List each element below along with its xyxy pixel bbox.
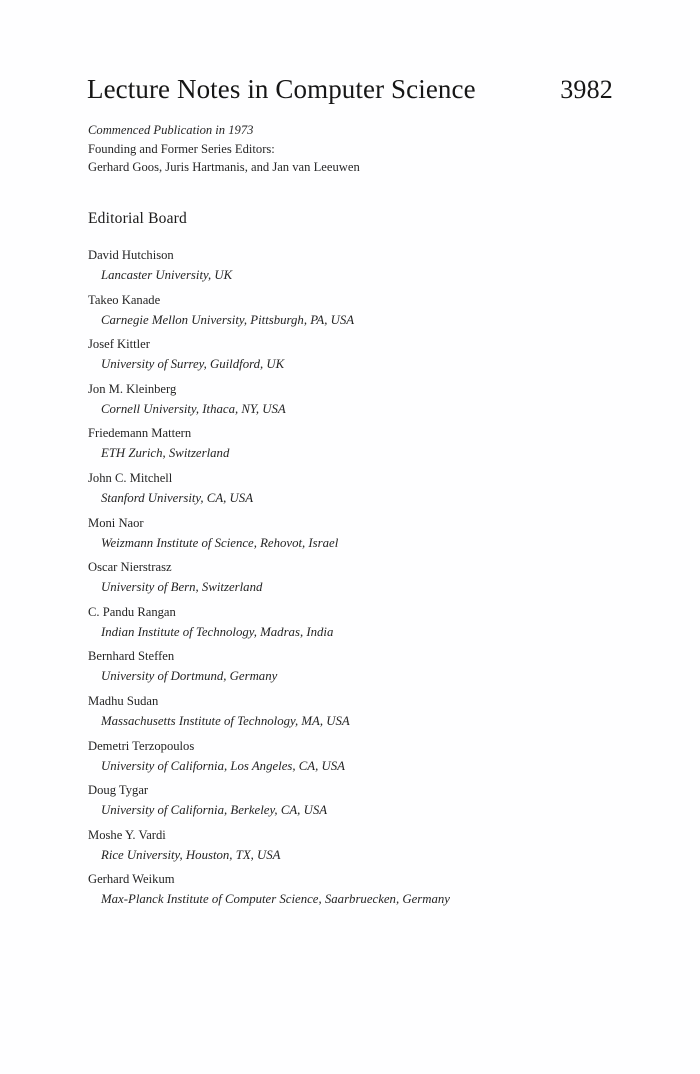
editor-affiliation: Lancaster University, UK — [101, 268, 233, 282]
editor-affiliation: Weizmann Institute of Science, Rehovot, Israel — [101, 535, 339, 550]
editor-name: Friedemann Mattern — [88, 426, 192, 441]
editorial-board-list — [88, 246, 588, 915]
editor-affiliation: ETH Zurich, Switzerland — [101, 446, 230, 461]
editor-affiliation: Rice University, Houston, TX, USA — [101, 847, 281, 862]
editorial-board-entry — [88, 558, 588, 597]
editor-name: David Hutchison — [88, 248, 174, 262]
commenced-publication-line: Commenced Publication in 1973 — [88, 123, 254, 137]
editorial-board-entry — [88, 380, 588, 419]
editor-affiliation: Indian Institute of Technology, Madras, India — [101, 624, 334, 639]
editor-name: Moni Naor — [88, 515, 144, 530]
editor-name: Takeo Kanade — [88, 292, 161, 307]
editor-name: Moshe Y. Vardi — [88, 827, 166, 842]
editorial-board-entry — [88, 826, 588, 865]
editor-affiliation: University of California, Berkeley, CA, USA — [101, 803, 328, 818]
editor-affiliation: University of Dortmund, Germany — [101, 669, 278, 684]
editor-affiliation: Stanford University, CA, USA — [101, 490, 254, 505]
series-title: Lecture Notes in Computer Science — [87, 74, 476, 104]
editorial-board-entry — [88, 424, 588, 463]
editorial-board-entry — [88, 737, 588, 776]
editorial-board-entry — [88, 870, 588, 909]
editorial-board-entry — [88, 291, 588, 330]
masthead — [87, 74, 617, 105]
editor-name: Jon M. Kleinberg — [88, 381, 177, 396]
editor-name: John C. Mitchell — [88, 470, 173, 485]
editorial-board-entry — [88, 781, 588, 820]
editorial-board-entry — [88, 469, 588, 508]
editor-name: Oscar Nierstrasz — [88, 560, 172, 575]
editor-affiliation: University of California, Los Angeles, CA, USA — [101, 758, 345, 773]
editor-name: C. Pandu Rangan — [88, 604, 176, 619]
editorial-board-entry — [88, 514, 588, 553]
founding-editors-label: Founding and Former Series Editors: — [88, 141, 275, 156]
editorial-board-entry — [88, 246, 588, 285]
volume-number: 3982 — [560, 75, 613, 104]
editor-affiliation: Max-Planck Institute of Computer Science, Saarbruecken, Germany — [101, 892, 450, 907]
editor-affiliation: University of Surrey, Guildford, UK — [101, 357, 285, 372]
editor-name: Gerhard Weikum — [88, 872, 175, 887]
editor-name: Josef Kittler — [88, 337, 150, 352]
publication-note — [88, 121, 558, 177]
editorial-board-entry — [88, 603, 588, 642]
editor-name: Doug Tygar — [88, 783, 149, 798]
editorial-board-heading: Editorial Board — [88, 210, 187, 227]
editor-name: Madhu Sudan — [88, 693, 159, 708]
editorial-board-entry — [88, 335, 588, 374]
editor-affiliation: Massachusetts Institute of Technology, MA, USA — [101, 713, 350, 728]
editor-affiliation: Cornell University, Ithaca, NY, USA — [101, 401, 286, 416]
editor-affiliation: Carnegie Mellon University, Pittsburgh, PA, USA — [101, 312, 355, 327]
editorial-board-entry — [88, 647, 588, 686]
editorial-board-entry — [88, 692, 588, 731]
editor-affiliation: University of Bern, Switzerland — [101, 580, 263, 595]
editor-name: Demetri Terzopoulos — [88, 738, 195, 753]
editor-name: Bernhard Steffen — [88, 649, 175, 664]
founding-editors-names: Gerhard Goos, Juris Hartmanis, and Jan van Leeuwen — [88, 160, 360, 175]
